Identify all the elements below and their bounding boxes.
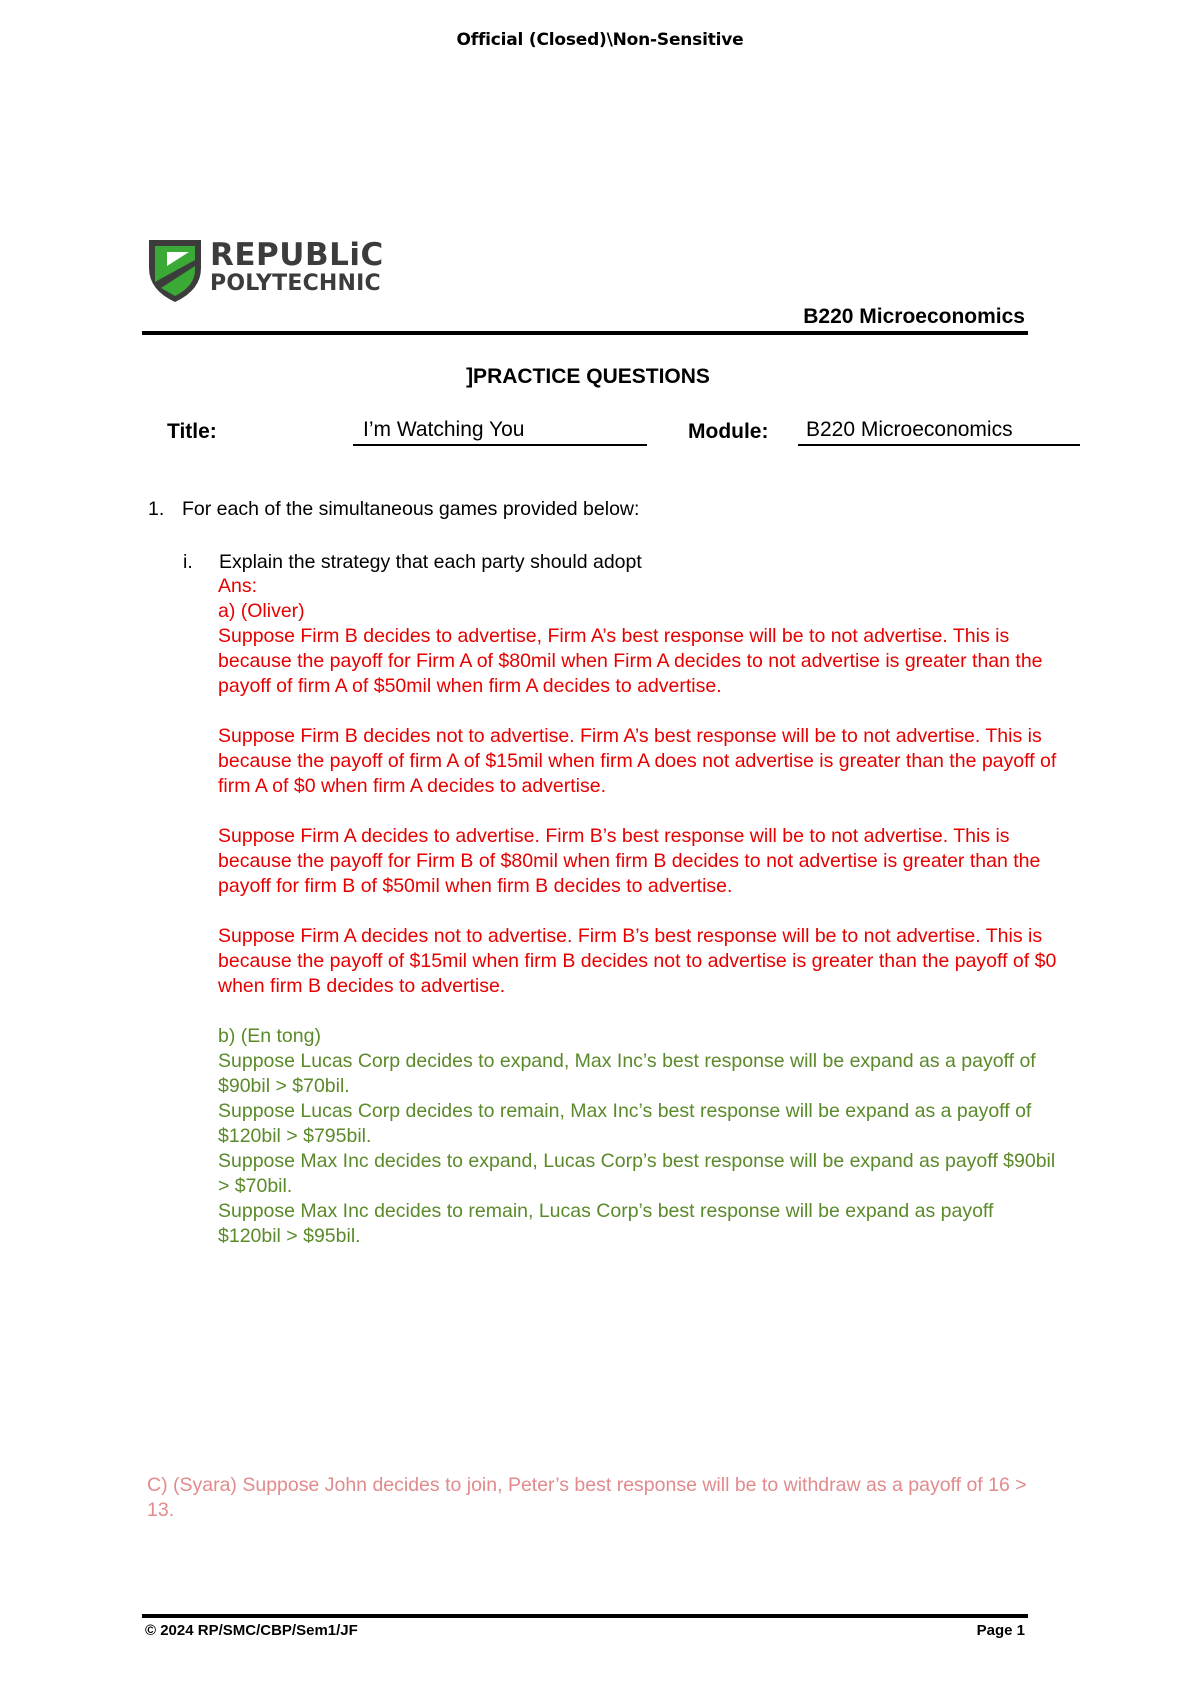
answer-b-line-4: Suppose Max Inc decides to remain, Lucas Corp’s best response will be expand as payoff $120bil > $95bil. <box>218 1200 994 1247</box>
question-1 <box>148 498 639 521</box>
answer-a-paragraph-3: Suppose Firm A decides to advertise. Firm B’s best response will be to not advertise. This is because the payoff for Firm B of $80mil when firm B decides to not advertise is greater than the payoff for firm B of $50mil when firm B decides to advertise. <box>218 825 1041 897</box>
question-text: For each of the simultaneous games provided below: <box>182 498 640 520</box>
answers-block <box>218 574 1058 1249</box>
answer-b-line-2: Suppose Lucas Corp decides to remain, Max Inc’s best response will be expand as a payoff of $120bil > $795bil. <box>218 1100 1032 1147</box>
footer-rule <box>142 1614 1028 1618</box>
footer-page-number: Page 1 <box>976 1622 1025 1639</box>
module-header: B220 Microeconomics <box>803 305 1025 328</box>
answer-a-label: a) (Oliver) <box>218 600 305 622</box>
sub-question <box>183 551 642 574</box>
answer-a-paragraph-2: Suppose Firm B decides not to advertise. Firm A’s best response will be to not advertise. This is because the payoff of firm A of $15mil when firm A does not advertise is greater than the payoff of firm A of $0 when firm A decides to advertise. <box>218 725 1057 797</box>
question-number: 1. <box>148 498 165 520</box>
classification-label: Official (Closed)\Non-Sensitive <box>456 30 744 50</box>
answer-b-line-3: Suppose Max Inc decides to expand, Lucas Corp’s best response will be expand as payoff $90bil > $70bil. <box>218 1150 1056 1197</box>
answer-b-label: b) (En tong) <box>218 1025 321 1047</box>
module-label: Module: <box>688 420 769 443</box>
answer-a-paragraph-1: Suppose Firm B decides to advertise, Firm A’s best response will be to not advertise. This is because the payoff for Firm A of $80mil when Firm A decides to not advertise is greater than the payoff of firm A of $50mil when firm A decides to advertise. <box>218 625 1043 697</box>
logo-line-1: REPUBLiC <box>210 237 384 273</box>
answer-b-line-1: Suppose Lucas Corp decides to expand, Max Inc’s best response will be expand as a payoff of $90bil > $70bil. <box>218 1050 1036 1097</box>
footer-copyright: © 2024 RP/SMC/CBP/Sem1/JF <box>145 1622 358 1639</box>
header-rule <box>142 331 1028 335</box>
answer-c: C) (Syara) Suppose John decides to join, Peter’s best response will be to withdraw as a payoff of 16 > 13. <box>147 1474 1027 1521</box>
logo-line-2: POLYTECHNIC <box>210 271 381 296</box>
sub-question-number: i. <box>183 551 193 573</box>
section-heading: ]PRACTICE QUESTIONS <box>466 365 710 388</box>
ans-label: Ans: <box>218 575 258 597</box>
answer-a-paragraph-4: Suppose Firm A decides not to advertise. Firm B’s best response will be to not advertise. This is because the payoff of $15mil when firm B decides not to advertise is greater than the payoff of $0 when firm B decides to advertise. <box>218 925 1057 997</box>
sub-question-text: Explain the strategy that each party should adopt <box>219 551 642 573</box>
logo-wordmark <box>210 237 384 296</box>
title-label: Title: <box>167 420 217 443</box>
title-value: I’m Watching You <box>353 418 647 446</box>
module-value: B220 Microeconomics <box>798 418 1080 446</box>
